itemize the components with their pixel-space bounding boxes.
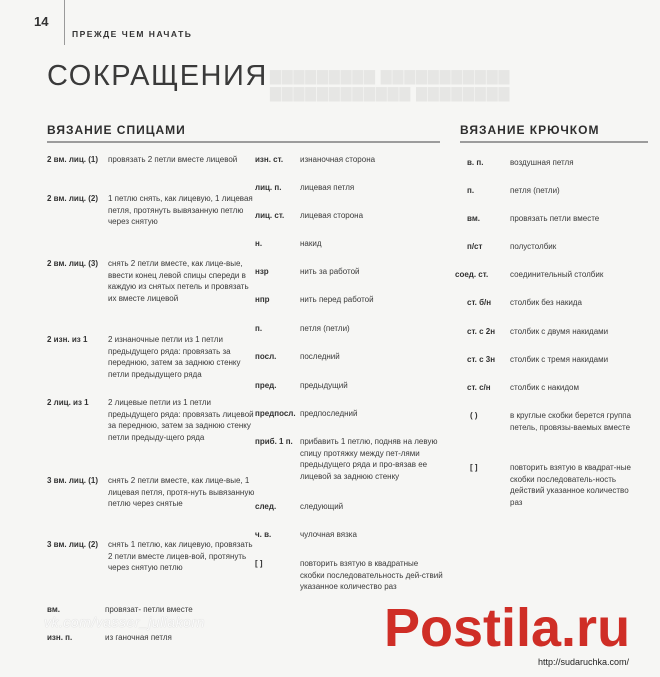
header-divider [64,0,65,45]
abbr-term: п. [467,186,475,195]
abbr-term: лиц. п. [255,183,282,192]
abbr-definition: прибавить 1 петлю, подняв на левую спицу протяжку между пет-лями предыдущего ряда и про-вязав ее лицевой за заднюю стенку [300,437,438,481]
abbr-definition: столбик с накидом [510,383,579,392]
abbr-term: ст. с 2н [467,327,496,336]
postila-logo [384,596,654,656]
abbr-term: п/ст [467,242,483,251]
watermark-text: vk.com/vasser_juliakorn [44,614,205,630]
abbr-term: 3 вм. лиц. (1) [47,476,98,485]
abbr-definition: нить за работой [300,267,360,276]
abbr-term: 2 вм. лиц. (1) [47,155,98,164]
abbr-term: н. [255,239,263,248]
abbr-term: ст. с/н [467,383,491,392]
abbr-definition: нить перед работой [300,295,374,304]
abbr-term: п. [255,324,263,333]
abbr-term: 2 вм. лиц. (2) [47,194,98,203]
abbr-term: в. п. [467,158,484,167]
abbr-term: изн. ст. [255,155,284,164]
abbr-term: нзр [255,267,269,276]
abbr-term: предпосл. [255,409,296,418]
abbr-term: ст. б/н [467,298,492,307]
abbr-term: пред. [255,381,277,390]
abbr-term: приб. 1 п. [255,437,293,446]
abbr-term: вм. [467,214,480,223]
abbr-definition: воздушная петля [510,158,574,167]
abbr-definition: 1 петлю снять, как лицевую, 1 лицевая петля, протянуть вывязанную петлю через снятую [108,194,253,226]
abbr-definition: петля (петли) [510,186,560,195]
abbr-term: 2 вм. лиц. (3) [47,259,98,268]
abbr-term: ( ) [470,411,478,420]
abbr-definition: в круглые скобки берется группа петель, провязы-ваемых вместе [510,411,632,432]
abbr-definition: провязать 2 петли вместе лицевой [108,155,238,164]
abbr-definition: из ганочная петля [105,633,172,642]
abbr-definition: столбик с двумя накидами [510,327,609,336]
crochet-rule [460,141,648,143]
source-url[interactable]: http://sudaruchka.com/ [538,657,630,667]
abbr-definition: следующий [300,502,344,511]
abbr-definition: повторить взятую в квадрат-ные скобки последователь-ность действий указанное количество раз [510,463,631,507]
abbr-definition: соединительный столбик [510,270,604,279]
abbr-term: изн. п. [47,633,73,642]
abbr-definition: снять 2 петли вместе, как лице-вые, ввести конец левой спицы спереди в каждую из снятых петель и провязать их вместе лицевой [108,259,249,303]
abbr-term: 3 вм. лиц. (2) [47,540,98,549]
abbr-definition: лицевая петля [300,183,355,192]
abbr-definition: снять 1 петлю, как лицевую, провязать 2 петли вместе лицев-вой, протянуть через снятую петлю [108,540,253,572]
page-number: 14 [34,14,49,29]
abbr-term: 2 изн. из 1 [47,335,88,344]
abbr-definition: чулочная вязка [300,530,357,539]
abbr-definition: лицевая сторона [300,211,364,220]
abbr-definition: предпоследний [300,409,358,418]
abbr-definition: столбик без накида [510,298,582,307]
knitting-rule [47,141,440,143]
abbr-term: вм. [47,605,60,614]
abbr-definition: столбик с тремя накидами [510,355,609,364]
abbr-definition: снять 2 петли вместе, как лице-вые, 1 лицевая петля, протя-нуть вывязанную петлю через снятые [108,476,255,508]
page-title: СОКРАЩЕНИЯ [47,60,268,92]
abbr-definition: полустолбик [510,242,557,251]
abbr-definition: петля (петли) [300,324,350,333]
postila-logo-text: Postila.ru [384,598,631,656]
abbr-term: 2 лиц. из 1 [47,398,89,407]
abbr-definition: повторить взятую в квадратные скобки последовательность дей-ствий указанное количество раз [300,559,443,591]
abbr-term: ч. в. [255,530,272,539]
abbr-definition: 2 лицевые петли из 1 петли предыдущего ряда: провязать лицевой за переднюю, затем за заднюю стенку петли предыду-щего ряда [108,398,254,442]
abbr-term: лиц. ст. [255,211,285,220]
abbr-term: след. [255,502,277,511]
postila-logo-graphic [384,596,654,656]
abbr-term: [ ] [470,463,478,472]
running-header: ПРЕЖДЕ ЧЕМ НАЧАТЬ [72,29,193,39]
abbr-term: нпр [255,295,270,304]
abbr-term: ст. с 3н [467,355,496,364]
abbr-definition: изнаночная сторона [300,155,376,164]
abbr-definition: последний [300,352,340,361]
crochet-heading: ВЯЗАНИЕ КРЮЧКОМ [460,123,600,137]
show-through-text: ▇▇▇▇▇▇▇▇▇ ▇▇▇▇▇▇▇▇▇▇▇ ▇▇▇▇▇▇▇▇▇▇▇▇ ▇▇▇▇▇▇▇▇ [270,68,511,101]
abbr-term: [ ] [255,559,263,568]
abbr-definition: провязать петли вместе [510,214,600,223]
abbr-definition: предыдущий [300,381,348,390]
abbr-definition: 2 изнаночные петли из 1 петли предыдущего ряда: провязать за переднюю, затем за заднюю стенку петли предыдущего ряда [108,335,241,379]
abbr-term: посл. [255,352,277,361]
abbr-definition: провязат- петли вместе [105,605,193,614]
abbr-term: соед. ст. [455,270,489,279]
abbr-definition: накид [300,239,322,248]
knitting-heading: ВЯЗАНИЕ СПИЦАМИ [47,123,186,137]
